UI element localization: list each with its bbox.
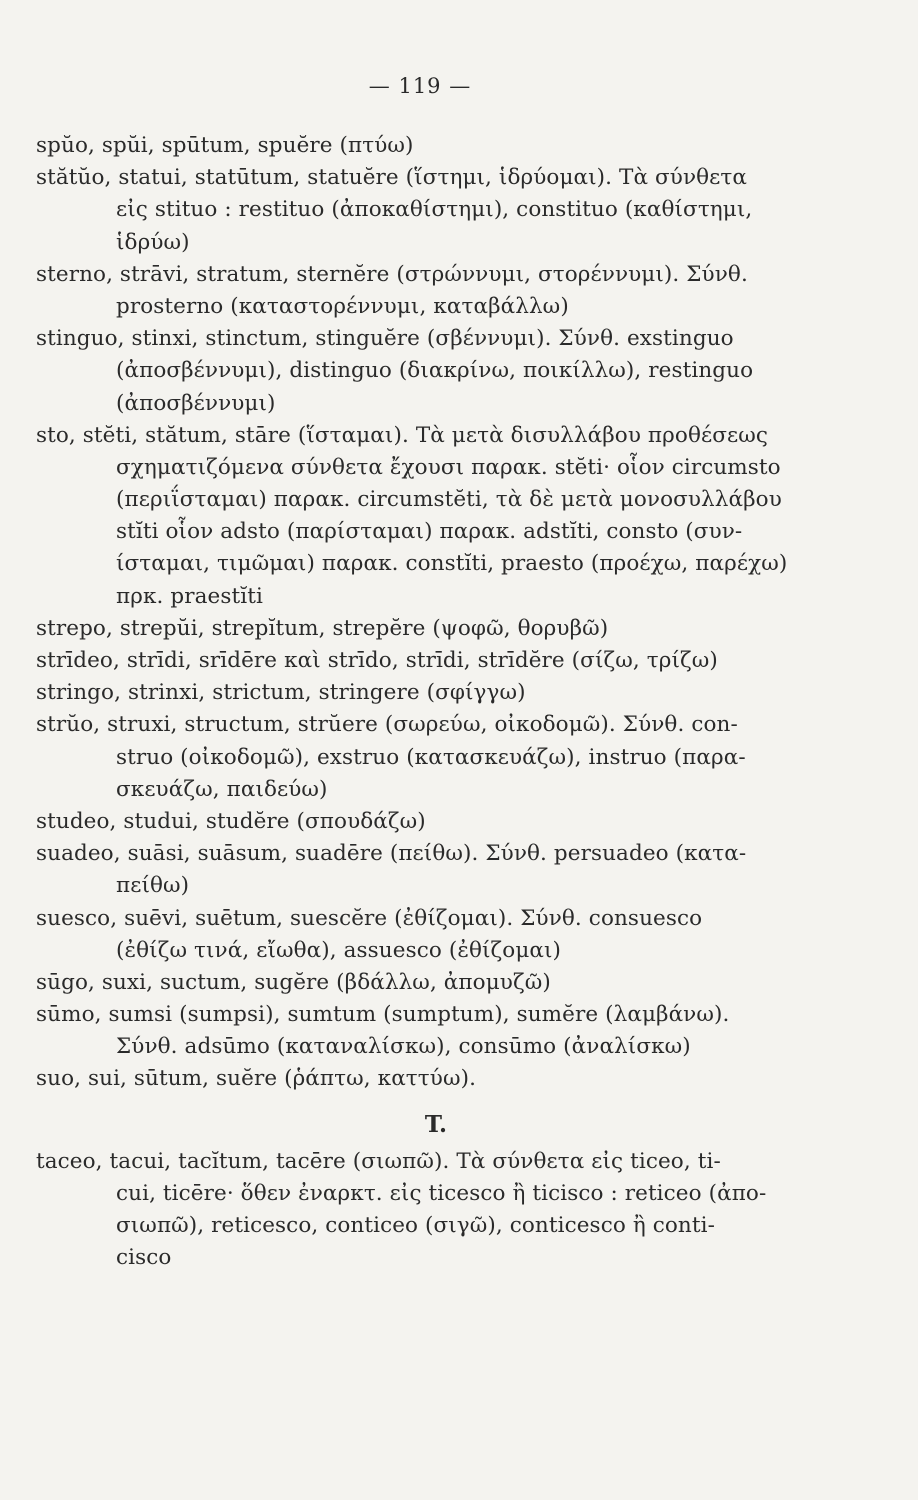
text-line: cisco bbox=[116, 1245, 172, 1271]
text-line: sto, stĕti, stătum, stāre (ἵσταμαι). Τὰ μετὰ δισυλλάβου προθέσεως bbox=[36, 422, 769, 448]
text-line: πείθω) bbox=[116, 873, 190, 899]
text-line: (ἀποσβέννυμι) bbox=[116, 390, 276, 416]
text-line: stĭti οἷον adsto (παρίσταμαι) παρακ. adstĭti, consto (συν- bbox=[116, 519, 743, 545]
text-line: studeo, studui, studĕre (σπουδάζω) bbox=[36, 808, 426, 834]
text-line: stătŭo, statui, statūtum, statuĕre (ἵστημι, ἱδρύομαι). Τὰ σύνθετα bbox=[36, 165, 748, 191]
text-line: sūgo, suxi, suctum, sugĕre (βδάλλω, ἀπομυζῶ) bbox=[36, 969, 551, 995]
text-line: stinguo, stinxi, stinctum, stinguĕre (σβέννυμι). Σύνθ. exstinguo bbox=[36, 326, 734, 352]
section-heading-t: T. bbox=[424, 1110, 448, 1138]
entries-block-s bbox=[36, 130, 836, 1096]
text-line: Σύνθ. adsūmo (καταναλίσκω), consūmo (ἀναλίσκω) bbox=[116, 1034, 691, 1060]
text-line: sūmo, sumsi (sumpsi), sumtum (sumptum), sumĕre (λαμβάνω). bbox=[36, 1002, 730, 1028]
text-line: prosterno (καταστορέννυμι, καταβάλλω) bbox=[116, 293, 569, 319]
dictionary-entries bbox=[36, 130, 836, 1274]
text-line: sterno, strāvi, stratum, sternĕre (στρώννυμι, στορέννυμι). Σύνθ. bbox=[36, 261, 748, 287]
text-line: suadeo, suāsi, suāsum, suadēre (πείθω). Σύνθ. persuadeo (κατα- bbox=[36, 841, 747, 867]
text-line: suo, sui, sūtum, suĕre (ῥάπτω, καττύω). bbox=[36, 1066, 477, 1092]
text-line: σχηματιζόμενα σύνθετα ἔχουσι παρακ. stĕti· οἷον circumsto bbox=[116, 454, 781, 480]
text-line: strŭo, struxi, structum, strŭere (σωρεύω, οἰκοδομῶ). Σύνθ. con- bbox=[36, 712, 738, 738]
page-number: — 119 — bbox=[368, 74, 472, 98]
text-line: (ἐθίζω τινά, εἴωθα), assuesco (ἐθίζομαι) bbox=[116, 937, 562, 963]
text-line: (περιΐσταμαι) παρακ. circumstĕti, τὰ δὲ μετὰ μονοσυλλάβου bbox=[116, 487, 782, 513]
text-line: taceo, tacui, tacĭtum, tacēre (σιωπῶ). Τὰ σύνθετα εἰς ticeo, ti- bbox=[36, 1148, 721, 1174]
text-line: ἱδρύω) bbox=[116, 229, 190, 255]
text-line: strepo, strepŭi, strepĭtum, strepĕre (ψοφῶ, θορυβῶ) bbox=[36, 615, 609, 641]
text-line: struo (οἰκοδομῶ), exstruo (κατασκευάζω), instruo (παρα- bbox=[116, 744, 746, 770]
text-line: spŭo, spŭi, spūtum, spuĕre (πτύω) bbox=[36, 133, 414, 158]
text-line: suesco, suēvi, suētum, suescĕre (ἐθίζομαι). Σύνθ. consuesco bbox=[36, 905, 703, 931]
text-line: stringo, strinxi, strictum, stringere (σφίγγω) bbox=[36, 680, 526, 706]
text-line: strīdeo, strīdi, srīdēre καὶ strīdo, strīdi, strīdĕre (σίζω, τρίζω) bbox=[36, 648, 718, 673]
text-line: σκευάζω, παιδεύω) bbox=[116, 776, 328, 802]
text-line: εἰς stituo : restituo (ἀποκαθίστημι), constituo (καθίστημι, bbox=[116, 197, 753, 223]
text-line: cui, ticēre· ὅθεν ἐναρκτ. εἰς ticesco ἢ ticisco : reticeo (ἀπο- bbox=[116, 1180, 767, 1206]
text-line: πρκ. praestĭti bbox=[116, 583, 263, 609]
text-line: σιωπῶ), reticesco, conticeo (σιγῶ), conticesco ἢ conti- bbox=[116, 1213, 715, 1238]
entries-block-t bbox=[36, 1146, 836, 1275]
text-line: ίσταμαι, τιμῶμαι) παρακ. constĭti, praesto (προέχω, παρέχω) bbox=[116, 551, 788, 577]
text-line: (ἀποσβέννυμι), distinguo (διακρίνω, ποικίλλω), restinguo bbox=[116, 358, 754, 384]
